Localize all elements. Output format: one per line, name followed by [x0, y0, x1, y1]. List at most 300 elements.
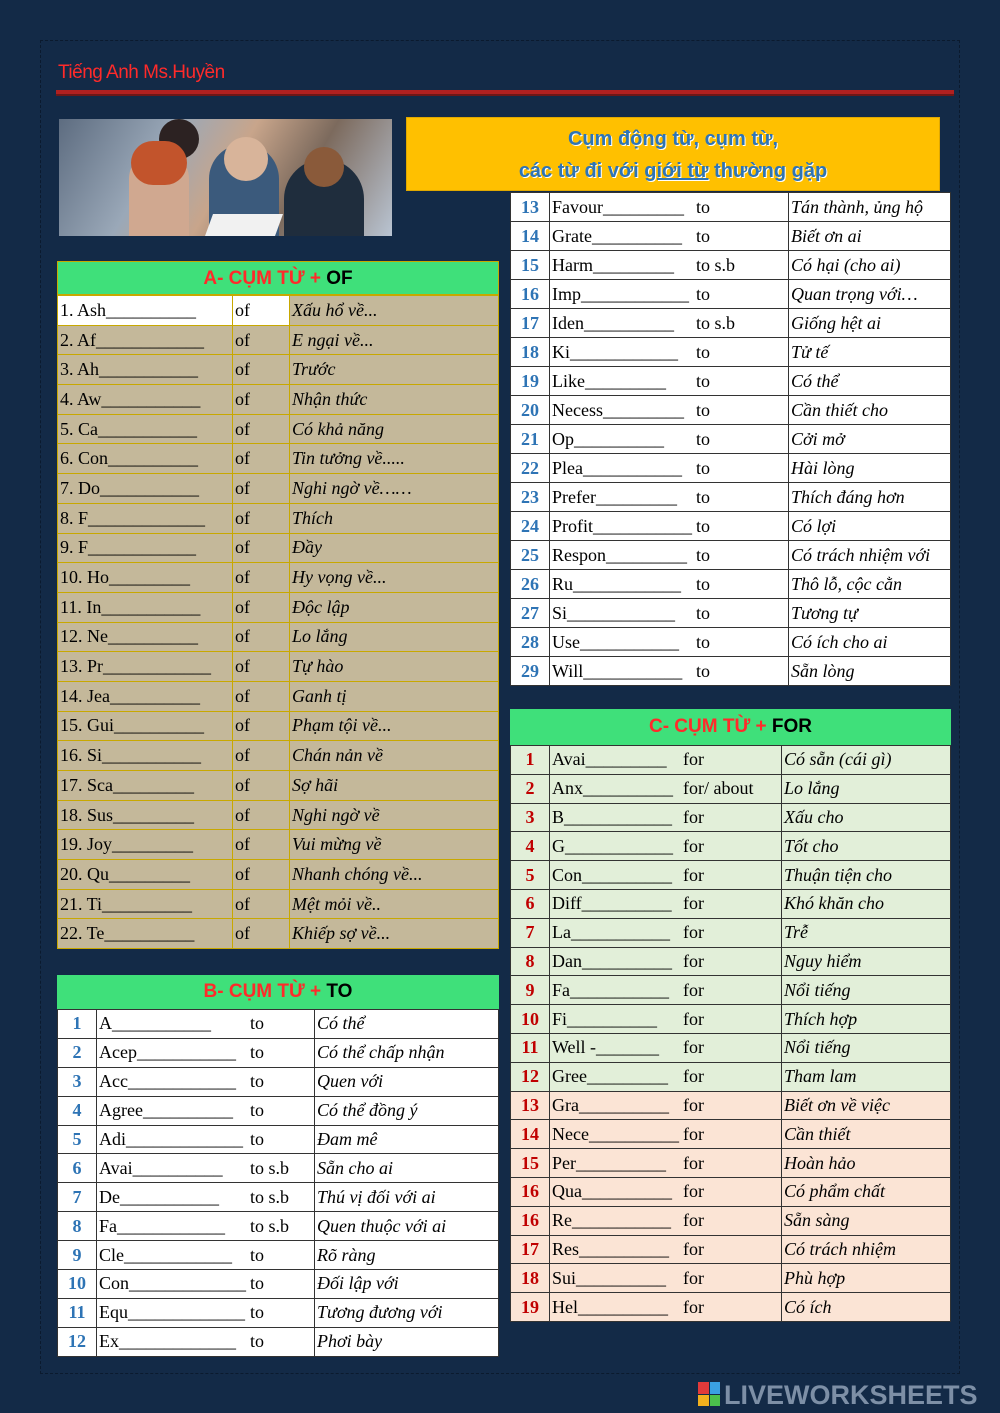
phrase-word: 22. Te__________ [58, 919, 233, 949]
table-row [511, 541, 951, 570]
phrase-word: Gree_________ [550, 1062, 681, 1091]
phrase-word: La___________ [550, 918, 681, 947]
phrase-word: 3. Ah___________ [58, 355, 233, 385]
phrase-word: Qua__________ [550, 1177, 681, 1206]
row-number: 10 [511, 1005, 550, 1034]
phrase-prep: for [681, 1120, 782, 1149]
phrase-word: Op__________ [550, 425, 695, 454]
table-row [511, 1293, 951, 1322]
phrase-word: Respon_________ [550, 541, 695, 570]
phrase-meaning: Tham lam [781, 1062, 950, 1091]
phrase-word: Fi__________ [550, 1005, 681, 1034]
table-row [511, 889, 951, 918]
phrase-meaning: Thích đáng hơn [789, 483, 951, 512]
phrase-word: Fa___________ [550, 976, 681, 1005]
section-c-table [510, 745, 951, 1322]
table-row [58, 296, 499, 326]
table-row [58, 474, 499, 504]
phrase-word: Ex_____________ [97, 1327, 249, 1356]
table-row [511, 454, 951, 483]
table-row [58, 1241, 499, 1270]
section-c-header [510, 709, 951, 745]
phrase-prep: to [694, 512, 789, 541]
row-number: 23 [511, 483, 550, 512]
row-number: 12 [511, 1062, 550, 1091]
row-number: 6 [58, 1154, 97, 1183]
phrase-prep: for [681, 746, 782, 775]
row-number: 17 [511, 309, 550, 338]
phrase-prep: to [248, 1125, 315, 1154]
row-number: 22 [511, 454, 550, 483]
row-number: 14 [511, 222, 550, 251]
phrase-prep: of [233, 652, 290, 682]
phrase-meaning: Thú vị đối với ai [315, 1183, 499, 1212]
title-line-2-post: thường gặp [708, 160, 828, 182]
phrase-word: 15. Gui__________ [58, 711, 233, 741]
phrase-prep: to [248, 1010, 315, 1039]
table-row [511, 774, 951, 803]
phrase-prep: to [694, 541, 789, 570]
phrase-meaning: Sẵn sàng [781, 1206, 950, 1235]
phrase-word: Adi_____________ [97, 1125, 249, 1154]
phrase-meaning: Hy vọng về... [290, 563, 499, 593]
phrase-prep: to [248, 1270, 315, 1299]
phrase-prep: of [233, 622, 290, 652]
phrase-word: 12. Ne__________ [58, 622, 233, 652]
phrase-word: Will___________ [550, 657, 695, 686]
phrase-meaning: Có thể [789, 367, 951, 396]
phrase-meaning: Khiếp sợ về... [290, 919, 499, 949]
phrase-meaning: Tự hào [290, 652, 499, 682]
table-row [511, 483, 951, 512]
phrase-word: Gra__________ [550, 1091, 681, 1120]
phrase-meaning: Xấu cho [781, 803, 950, 832]
phrase-word: 13. Pr____________ [58, 652, 233, 682]
phrase-meaning: Sẵn lòng [789, 657, 951, 686]
phrase-word: Re___________ [550, 1206, 681, 1235]
phrase-word: 20. Qu_________ [58, 860, 233, 890]
table-row [511, 1120, 951, 1149]
phrase-meaning: Quen với [315, 1067, 499, 1096]
table-row [58, 711, 499, 741]
phrase-prep: of [233, 711, 290, 741]
phrase-prep: to [248, 1038, 315, 1067]
row-number: 14 [511, 1120, 550, 1149]
phrase-word: 4. Aw___________ [58, 385, 233, 415]
phrase-word: Well -_______ [550, 1033, 681, 1062]
table-row [511, 1264, 951, 1293]
section-b-prep: TO [326, 981, 353, 1002]
row-number: 19 [511, 1293, 550, 1322]
phrase-prep: to [694, 628, 789, 657]
phrase-word: 7. Do___________ [58, 474, 233, 504]
row-number: 20 [511, 396, 550, 425]
row-number: 4 [511, 832, 550, 861]
phrase-meaning: Tốt cho [781, 832, 950, 861]
phrase-prep: for [681, 1149, 782, 1178]
phrase-meaning: Có ích [781, 1293, 950, 1322]
table-row [58, 1096, 499, 1125]
table-row [58, 563, 499, 593]
row-number: 16 [511, 280, 550, 309]
phrase-meaning: Mệt mỏi về.. [290, 889, 499, 919]
phrase-word: Sui__________ [550, 1264, 681, 1293]
phrase-meaning: Có trách nhiệm với [789, 541, 951, 570]
table-row [511, 1149, 951, 1178]
table-row [511, 425, 951, 454]
phrase-prep: to [694, 367, 789, 396]
row-number: 28 [511, 628, 550, 657]
row-number: 21 [511, 425, 550, 454]
phrase-word: Ru____________ [550, 570, 695, 599]
phrase-meaning: Có thể [315, 1010, 499, 1039]
row-number: 8 [511, 947, 550, 976]
row-number: 25 [511, 541, 550, 570]
title-line-1: Cụm động từ, cụm từ, [567, 128, 779, 150]
phrase-prep: for [681, 1005, 782, 1034]
section-a-table [57, 295, 499, 949]
row-number: 8 [58, 1212, 97, 1241]
table-row [511, 309, 951, 338]
phrase-meaning: Nghi ngờ về…… [290, 474, 499, 504]
phrase-meaning: Có hại (cho ai) [789, 251, 951, 280]
phrase-word: Cle____________ [97, 1241, 249, 1270]
row-number: 6 [511, 889, 550, 918]
phrase-meaning: Biết ơn về việc [781, 1091, 950, 1120]
phrase-meaning: Quen thuộc với ai [315, 1212, 499, 1241]
phrase-prep: for [681, 1091, 782, 1120]
phrase-prep: of [233, 592, 290, 622]
phrase-meaning: Nhận thức [290, 385, 499, 415]
phrase-meaning: Có thể chấp nhận [315, 1038, 499, 1067]
section-b-title: B- CỤM TỪ + [203, 981, 327, 1002]
table-row [58, 1067, 499, 1096]
phrase-prep: to [248, 1327, 315, 1356]
phrase-word: Equ_____________ [97, 1298, 249, 1327]
phrase-word: Nece__________ [550, 1120, 681, 1149]
students-photo [59, 119, 392, 236]
phrase-meaning: Thô lỗ, cộc cằn [789, 570, 951, 599]
watermark: LIVEWORKSHEETS [724, 1380, 978, 1410]
phrase-meaning: Trễ [781, 918, 950, 947]
phrase-word: Con__________ [550, 861, 681, 890]
table-row [58, 1183, 499, 1212]
phrase-prep: for [681, 861, 782, 890]
row-number: 9 [58, 1241, 97, 1270]
phrase-prep: for [681, 1206, 782, 1235]
phrase-prep: of [233, 830, 290, 860]
title-highlight: giới từ [644, 160, 709, 182]
phrase-word: Agree__________ [97, 1096, 249, 1125]
table-row [58, 830, 499, 860]
phrase-prep: for [681, 889, 782, 918]
phrase-meaning: Xấu hổ về... [290, 296, 499, 326]
phrase-meaning: Có ích cho ai [789, 628, 951, 657]
phrase-word: Con_____________ [97, 1270, 249, 1299]
section-b-table [57, 1009, 499, 1357]
table-row [58, 444, 499, 474]
phrase-meaning: Tử tế [789, 338, 951, 367]
worksheet-title [406, 117, 940, 191]
row-number: 2 [58, 1038, 97, 1067]
row-number: 4 [58, 1096, 97, 1125]
phrase-meaning: Tương tự [789, 599, 951, 628]
phrase-prep: to s.b [248, 1212, 315, 1241]
row-number: 13 [511, 193, 550, 222]
phrase-prep: to [694, 454, 789, 483]
phrase-meaning: Tin tưởng về..... [290, 444, 499, 474]
phrase-word: 10. Ho_________ [58, 563, 233, 593]
phrase-meaning: Lo lắng [781, 774, 950, 803]
table-row [511, 1177, 951, 1206]
phrase-word: Ki____________ [550, 338, 695, 367]
table-row [511, 512, 951, 541]
phrase-prep: for [681, 1293, 782, 1322]
row-number: 2 [511, 774, 550, 803]
table-row [511, 976, 951, 1005]
phrase-prep: for [681, 1062, 782, 1091]
phrase-word: G____________ [550, 832, 681, 861]
phrase-prep: of [233, 681, 290, 711]
row-number: 15 [511, 251, 550, 280]
table-row [511, 599, 951, 628]
table-row [511, 628, 951, 657]
phrase-word: B____________ [550, 803, 681, 832]
phrase-prep: to [694, 570, 789, 599]
table-row [511, 396, 951, 425]
phrase-prep: of [233, 385, 290, 415]
brand-label: Tiếng Anh Ms.Huyền [58, 62, 225, 83]
row-number: 7 [511, 918, 550, 947]
phrase-word: 16. Si___________ [58, 741, 233, 771]
table-row [58, 741, 499, 771]
phrase-meaning: Phù hợp [781, 1264, 950, 1293]
row-number: 26 [511, 570, 550, 599]
table-row [58, 622, 499, 652]
phrase-prep: for [681, 918, 782, 947]
phrase-meaning: Sợ hãi [290, 771, 499, 801]
phrase-word: Like_________ [550, 367, 695, 396]
table-row [511, 251, 951, 280]
row-number: 5 [511, 861, 550, 890]
phrase-prep: to [694, 396, 789, 425]
phrase-prep: to s.b [248, 1183, 315, 1212]
phrase-meaning: Cởi mở [789, 425, 951, 454]
phrase-prep: to [694, 599, 789, 628]
phrase-meaning: Biết ơn ai [789, 222, 951, 251]
row-number: 10 [58, 1270, 97, 1299]
table-row [58, 919, 499, 949]
phrase-meaning: Rõ ràng [315, 1241, 499, 1270]
phrase-meaning: Lo lắng [290, 622, 499, 652]
phrase-prep: of [233, 533, 290, 563]
phrase-word: Fa____________ [97, 1212, 249, 1241]
phrase-prep: of [233, 355, 290, 385]
table-row [58, 1010, 499, 1039]
phrase-meaning: Nhanh chóng về... [290, 860, 499, 890]
row-number: 24 [511, 512, 550, 541]
phrase-meaning: Thích hợp [781, 1005, 950, 1034]
section-a-prep: OF [326, 268, 353, 289]
section-a-header [57, 261, 499, 295]
phrase-word: 1. Ash__________ [58, 296, 233, 326]
section-a-title: A- CỤM TỪ + [203, 268, 327, 289]
phrase-meaning: Phơi bày [315, 1327, 499, 1356]
phrase-meaning: Có lợi [789, 512, 951, 541]
phrase-prep: for [681, 1033, 782, 1062]
phrase-meaning: Trước [290, 355, 499, 385]
section-c-prep: FOR [771, 716, 812, 737]
phrase-meaning: Có thể đồng ý [315, 1096, 499, 1125]
phrase-prep: to [694, 483, 789, 512]
phrase-meaning: Cần thiết [781, 1120, 950, 1149]
table-row [58, 414, 499, 444]
row-number: 9 [511, 976, 550, 1005]
phrase-prep: to s.b [694, 251, 789, 280]
phrase-word: 5. Ca___________ [58, 414, 233, 444]
phrase-prep: to s.b [694, 309, 789, 338]
phrase-meaning: Nổi tiếng [781, 976, 950, 1005]
table-row [58, 1038, 499, 1067]
phrase-prep: of [233, 325, 290, 355]
table-row [58, 1154, 499, 1183]
table-row [511, 1206, 951, 1235]
phrase-prep: to s.b [248, 1154, 315, 1183]
row-number: 19 [511, 367, 550, 396]
phrase-meaning: Nghi ngờ về [290, 800, 499, 830]
phrase-word: 6. Con__________ [58, 444, 233, 474]
phrase-word: Acc____________ [97, 1067, 249, 1096]
phrase-meaning: Quan trọng với… [789, 280, 951, 309]
table-row [511, 222, 951, 251]
row-number: 29 [511, 657, 550, 686]
phrase-word: Res__________ [550, 1235, 681, 1264]
phrase-prep: for [681, 1264, 782, 1293]
phrase-word: Plea___________ [550, 454, 695, 483]
phrase-word: Grate__________ [550, 222, 695, 251]
phrase-meaning: Có sẵn (cái gì) [781, 746, 950, 775]
table-row [511, 947, 951, 976]
table-row [511, 861, 951, 890]
phrase-word: Avai__________ [97, 1154, 249, 1183]
table-row [511, 803, 951, 832]
phrase-meaning: Khó khăn cho [781, 889, 950, 918]
phrase-word: Dan__________ [550, 947, 681, 976]
phrase-prep: for [681, 832, 782, 861]
table-row [511, 1091, 951, 1120]
phrase-prep: to [248, 1241, 315, 1270]
phrase-meaning: Ganh tị [290, 681, 499, 711]
table-row [58, 681, 499, 711]
table-row [58, 355, 499, 385]
phrase-word: De___________ [97, 1183, 249, 1212]
phrase-meaning: Hoàn hảo [781, 1149, 950, 1178]
phrase-prep: for [681, 976, 782, 1005]
phrase-meaning: Giống hệt ai [789, 309, 951, 338]
phrase-word: Prefer_________ [550, 483, 695, 512]
table-row [58, 325, 499, 355]
table-row [511, 918, 951, 947]
phrase-word: Avai_________ [550, 746, 681, 775]
row-number: 12 [58, 1327, 97, 1356]
phrase-prep: of [233, 771, 290, 801]
phrase-word: 14. Jea__________ [58, 681, 233, 711]
row-number: 17 [511, 1235, 550, 1264]
table-row [511, 832, 951, 861]
phrase-word: Hel__________ [550, 1293, 681, 1322]
phrase-word: Per__________ [550, 1149, 681, 1178]
table-row [58, 889, 499, 919]
phrase-meaning: Có trách nhiệm [781, 1235, 950, 1264]
section-c-title: C- CỤM TỪ + [648, 716, 772, 737]
table-row [58, 652, 499, 682]
row-number: 18 [511, 1264, 550, 1293]
title-line-2 [407, 155, 939, 187]
row-number: 27 [511, 599, 550, 628]
section-a-cont-table [510, 192, 951, 686]
table-row [58, 1270, 499, 1299]
phrase-meaning: Thuận tiện cho [781, 861, 950, 890]
brand-divider [56, 90, 954, 94]
phrase-meaning: Vui mừng về [290, 830, 499, 860]
phrase-word: A___________ [97, 1010, 249, 1039]
phrase-meaning: Có phẩm chất [781, 1177, 950, 1206]
section-b-header [57, 975, 499, 1009]
phrase-prep: of [233, 889, 290, 919]
table-row [58, 385, 499, 415]
phrase-prep: of [233, 503, 290, 533]
phrase-meaning: Hài lòng [789, 454, 951, 483]
phrase-prep: to [694, 280, 789, 309]
row-number: 16 [511, 1177, 550, 1206]
table-row [511, 193, 951, 222]
phrase-prep: of [233, 474, 290, 504]
phrase-meaning: Đầy [290, 533, 499, 563]
phrase-prep: of [233, 563, 290, 593]
phrase-prep: to [248, 1096, 315, 1125]
phrase-prep: to [694, 193, 789, 222]
phrase-prep: to [694, 338, 789, 367]
table-row [511, 1062, 951, 1091]
phrase-meaning: Đối lập với [315, 1270, 499, 1299]
phrase-word: 8. F_____________ [58, 503, 233, 533]
phrase-word: Imp____________ [550, 280, 695, 309]
row-number: 15 [511, 1149, 550, 1178]
table-row [58, 503, 499, 533]
phrase-word: Si____________ [550, 599, 695, 628]
row-number: 1 [58, 1010, 97, 1039]
phrase-word: Use___________ [550, 628, 695, 657]
phrase-prep: for [681, 947, 782, 976]
phrase-word: Anx__________ [550, 774, 681, 803]
phrase-meaning: Nổi tiếng [781, 1033, 950, 1062]
row-number: 11 [58, 1298, 97, 1327]
row-number: 16 [511, 1206, 550, 1235]
phrase-word: 21. Ti__________ [58, 889, 233, 919]
phrase-word: 17. Sca_________ [58, 771, 233, 801]
liveworksheets-logo-icon [698, 1382, 720, 1406]
phrase-meaning: Thích [290, 503, 499, 533]
phrase-prep: to [248, 1298, 315, 1327]
phrase-prep: of [233, 414, 290, 444]
phrase-word: Diff__________ [550, 889, 681, 918]
phrase-word: Favour_________ [550, 193, 695, 222]
phrase-prep: for [681, 1177, 782, 1206]
phrase-meaning: Phạm tội về... [290, 711, 499, 741]
table-row [511, 367, 951, 396]
phrase-word: 18. Sus_________ [58, 800, 233, 830]
phrase-prep: of [233, 860, 290, 890]
